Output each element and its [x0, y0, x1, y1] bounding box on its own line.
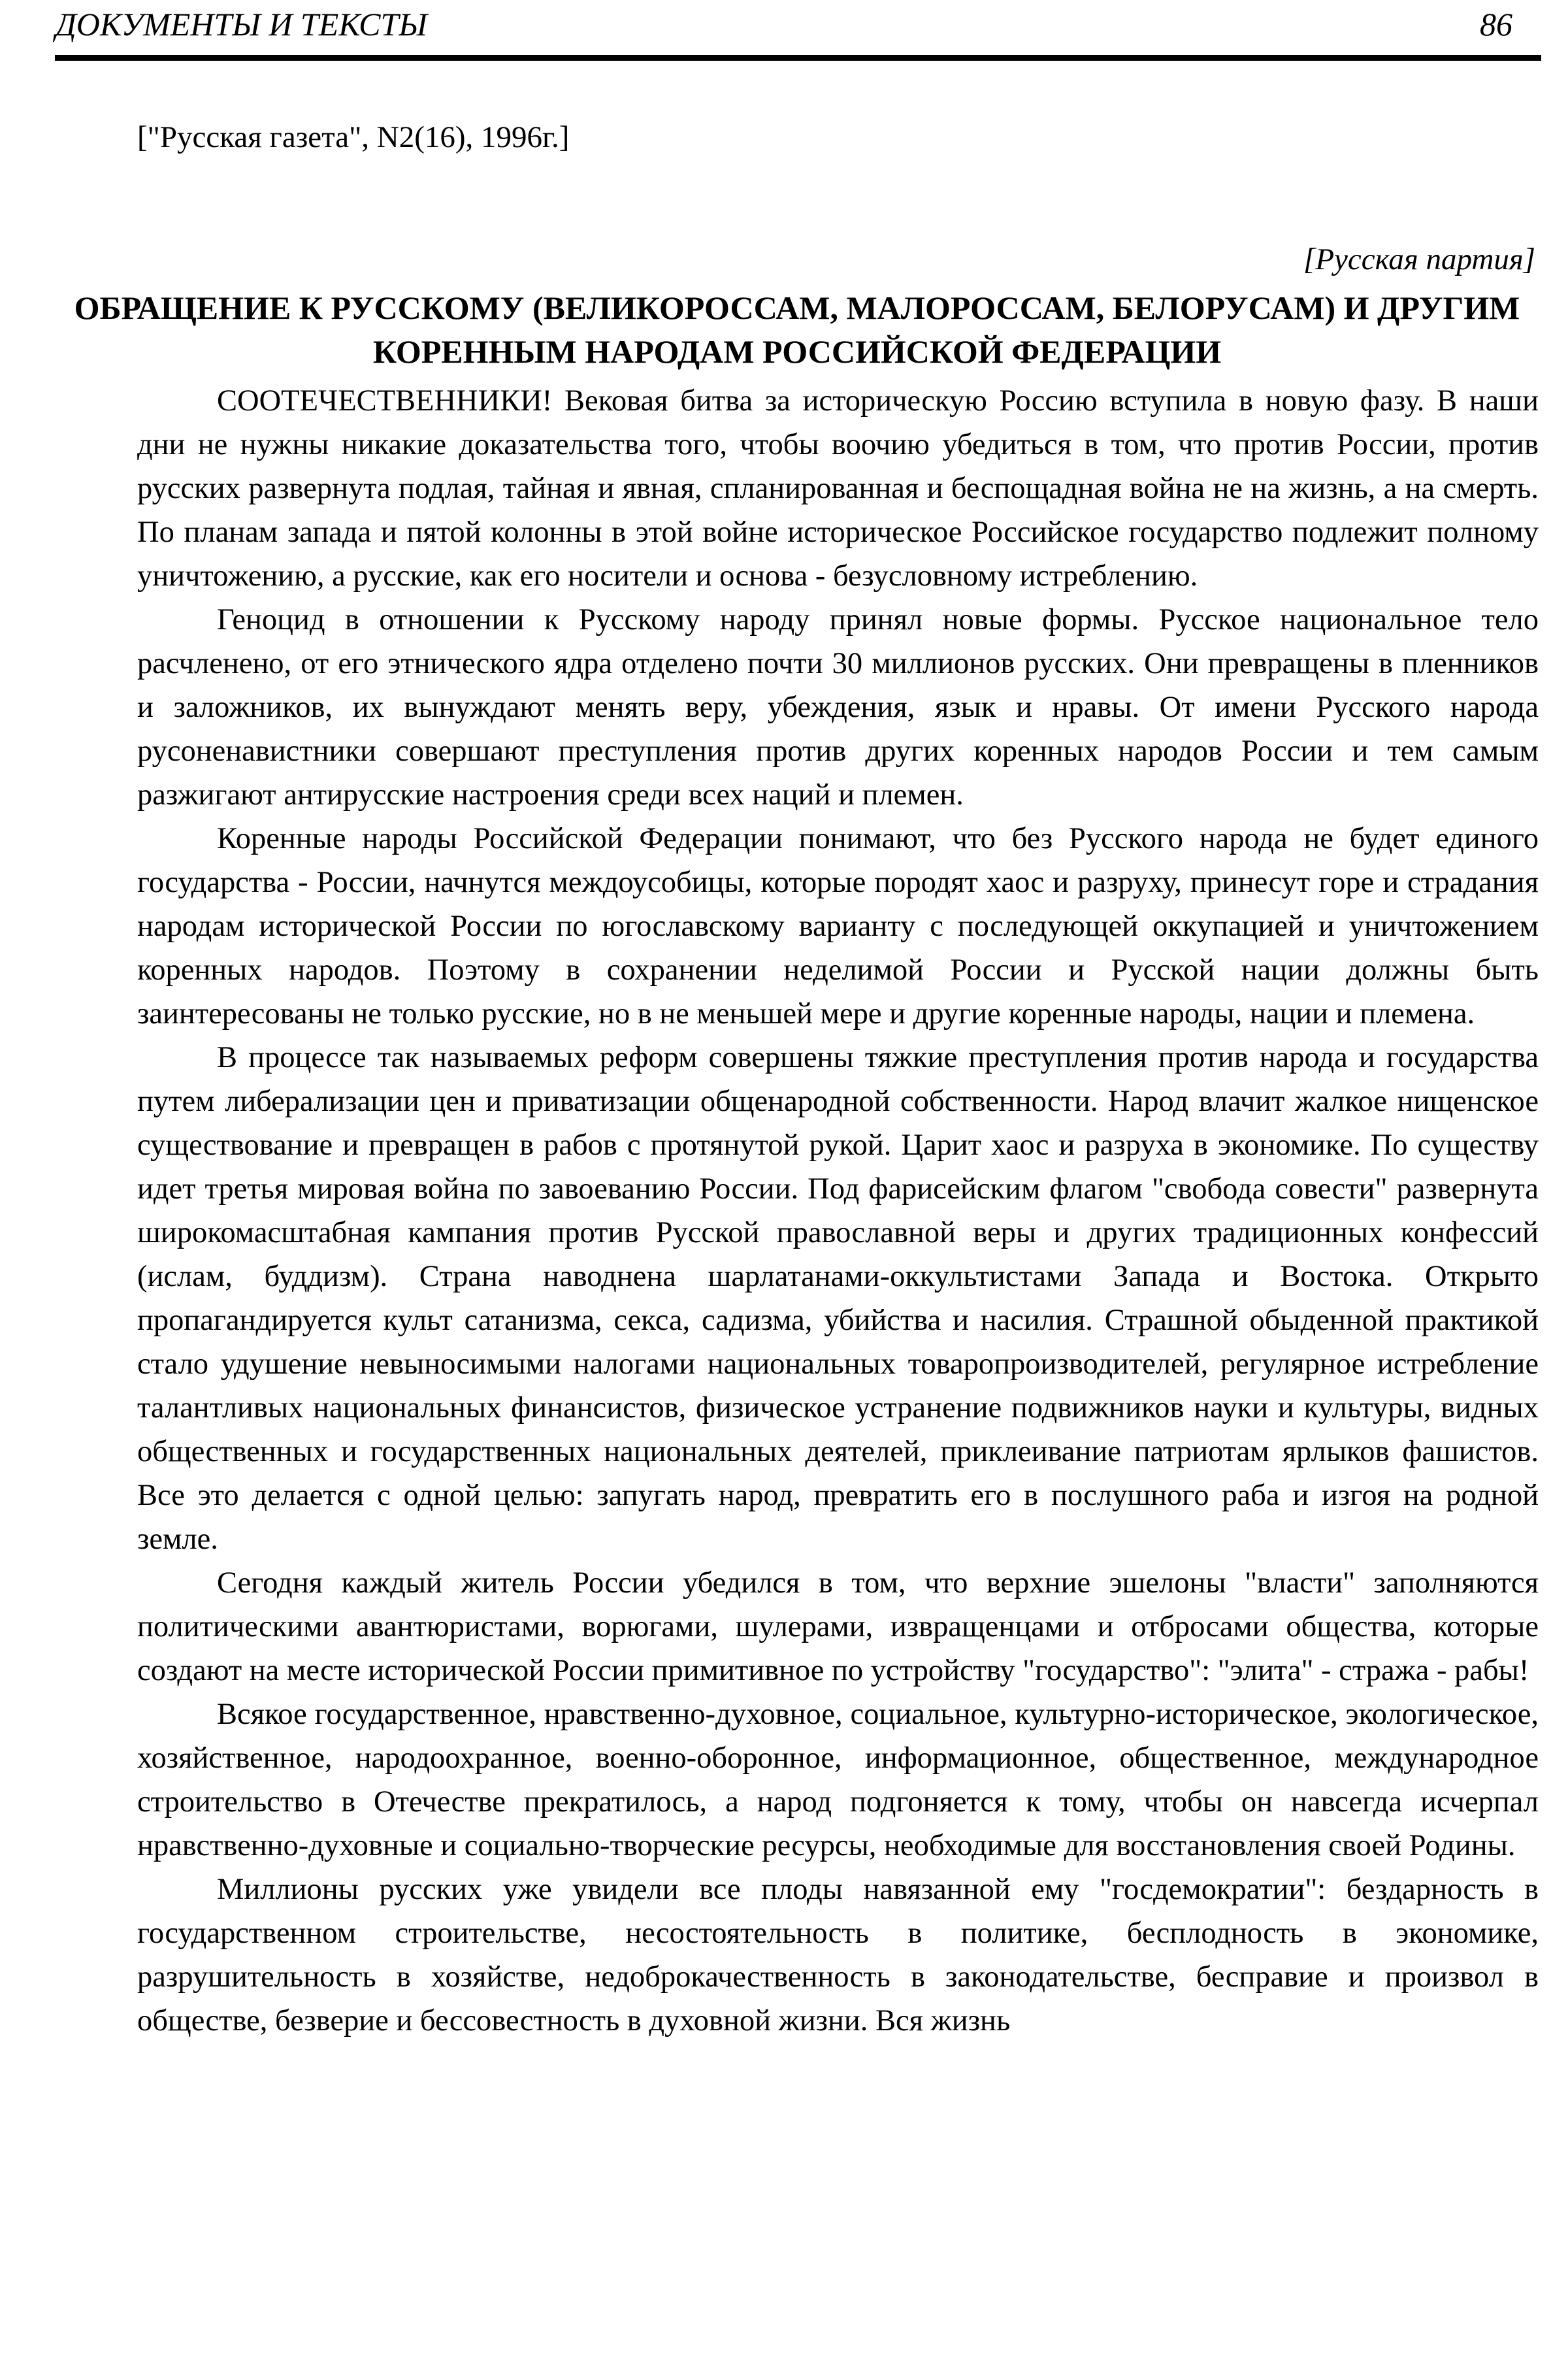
author-attribution: [Русская партия]: [1303, 242, 1535, 276]
paragraph: Сегодня каждый житель России убедился в том, что верхние эшелоны "власти" заполняются политическими авантюристами, ворюгами, шулерами, извращенцами и отбросами общества, которые создают на месте исторической России примитивное по устройству "государство": "элита" - стража - рабы!: [137, 1566, 1539, 1687]
paragraph: В процессе так называемых реформ совершены тяжкие преступления против народа и государства путем либерализации цен и приватизации общенародной собственности. Народ влачит жалкое нищенское существование и превращен в рабов с протянутой рукой. Царит хаос и разруха в экономике. По существу идет третья мировая война по завоеванию России. Под фарисейским флагом "свобода совести" развернута широкомасштабная кампания против Русской православной веры и других традиционных конфессий (ислам, буддизм). Страна наводнена шарлатанами-оккультистами Запада и Востока. Открыто пропагандируется культ сатанизма, секса, садизма, убийства и насилия. Страшной обыденной практикой стало удушение невыносимыми налогами национальных товаропроизводителей, регулярное истребление талантливых национальных финансистов, физическое устранение подвижников науки и культуры, видных общественных и государственных национальных деятелей, приклеивание патриотам ярлыков фашистов. Все это делается с одной целью: запугать народ, превратить его в послушного раба и изгоя на родной земле.: [137, 1041, 1539, 1556]
section-title: ДОКУМЕНТЫ И ТЕКСТЫ: [56, 6, 427, 42]
paragraph: Всякое государственное, нравственно-духовное, социальное, культурно-историческое, экологическое, хозяйственное, народоохранное, военно-оборонное, информационное, общественное, международное строительство в Отечестве прекратилось, а народ подгоняется к тому, чтобы он навсегда исчерпал нравственно-духовные и социально-творческие ресурсы, необходимые для восстановления своей Родины.: [137, 1698, 1539, 1862]
page-number: 86: [1480, 6, 1512, 42]
paragraph: СООТЕЧЕСТВЕННИКИ! Вековая битва за историческую Россию вступила в новую фазу. В наши дни не нужны никакие доказательства того, чтобы воочию убедиться в том, что против России, против русских развернута подлая, тайная и явная, спланированная и беспощадная война не на жизнь, а на смерть. По планам запада и пятой колонны в этой войне историческое Российское государство подлежит полному уничтожению, а русские, как его носители и основа - безусловному истреблению.: [137, 384, 1539, 593]
body-text: [137, 379, 1539, 2043]
document-title: ОБРАЩЕНИЕ К РУССКОМУ (ВЕЛИКОРОССАМ, МАЛОРОССАМ, БЕЛОРУСАМ) И ДРУГИМ КОРЕННЫМ НАРОДАМ РОССИЙСКОЙ ФЕДЕРАЦИИ: [74, 289, 1520, 370]
header-rule: [55, 55, 1541, 61]
paragraph: Геноцид в отношении к Русскому народу принял новые формы. Русское национальное тело расчленено, от его этнического ядра отделено почти 30 миллионов русских. Они превращены в пленников и заложников, их вынуждают менять веру, убеждения, язык и нравы. От имени Русского народа русоненавистники совершают преступления против других коренных народов России и тем самым разжигают антирусские настроения среди всех наций и племен.: [137, 603, 1539, 812]
source-citation: ["Русская газета", N2(16), 1996г.]: [137, 120, 570, 154]
paragraph: Коренные народы Российской Федерации понимают, что без Русского народа не будет единого государства - России, начнутся междоусобицы, которые породят хаос и разруху, принесут горе и страдания народам исторической России по югославскому варианту с последующей оккупацией и уничтожением коренных народов. Поэтому в сохранении неделимой России и Русской нации должны быть заинтересованы не только русские, но в не меньшей мере и другие коренные народы, нации и племена.: [137, 822, 1539, 1030]
running-header: [56, 5, 1512, 51]
paragraph: Миллионы русских уже увидели все плоды навязанной ему "госдемократии": бездарность в государственном строительстве, несостоятельность в политике, бесплодность в экономике, разрушительность в хозяйстве, недоброкачественность в законодательстве, бесправие и произвол в обществе, безверие и бессовестность в духовной жизни. Вся жизнь: [137, 1873, 1539, 2037]
